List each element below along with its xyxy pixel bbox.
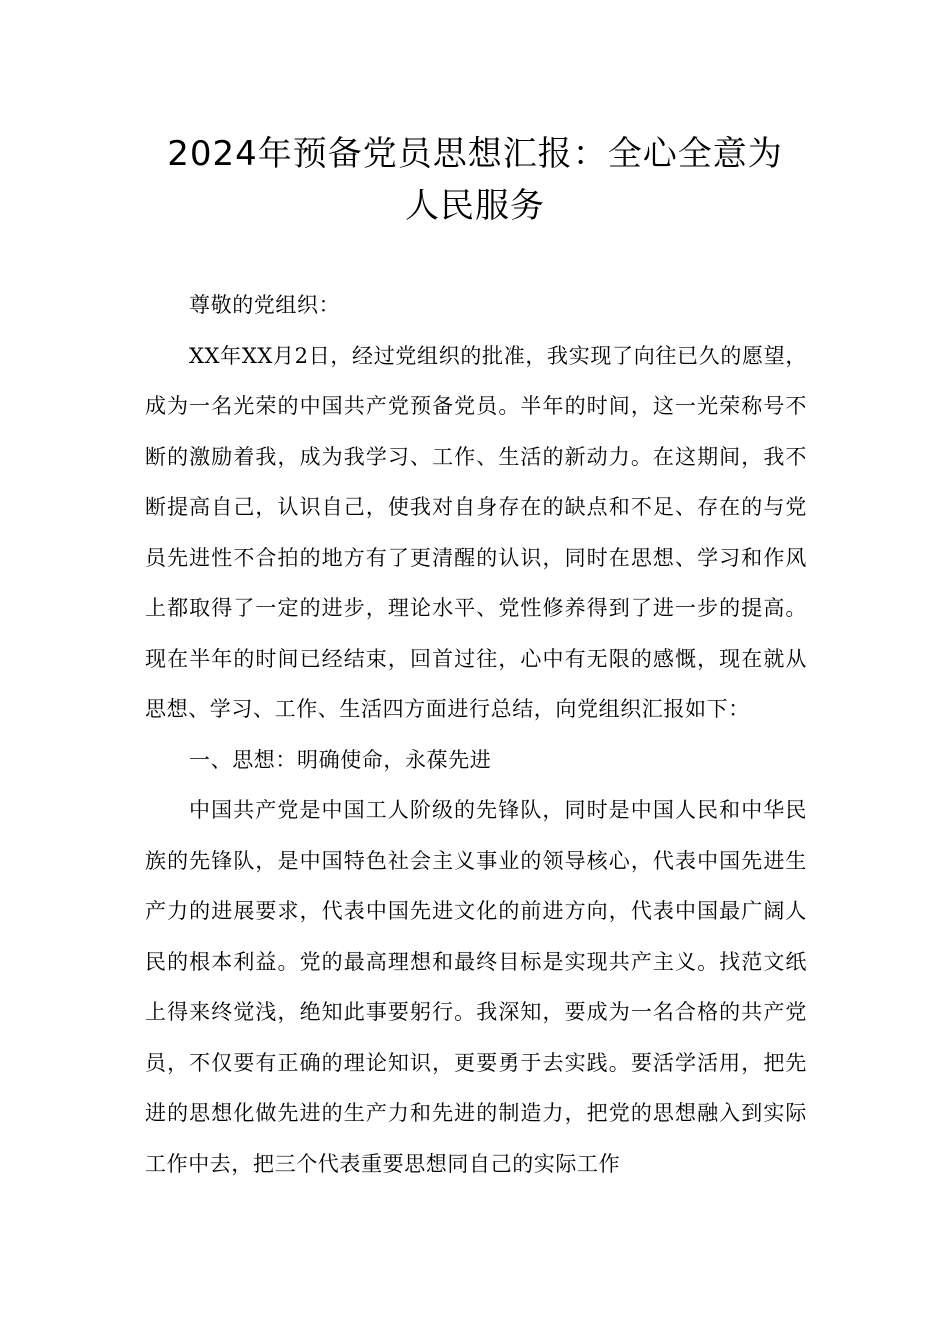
title-line-1: 2024年预备党员思想汇报：全心全意为 [167,134,783,174]
paragraph-intro: XX年XX月2日，经过党组织的批准，我实现了向往已久的愿望，成为一名光荣的中国共产党预备党员。半年的时间，这一光荣称号不断的激励着我，成为我学习、工作、生活的新动力。在这期间，我不断提高自己，认识自己，使我对自身存在的缺点和不足、存在的与党员先进性不合拍的地方有了更清醒的认识，同时在思想、学习和作风上都取得了一定的进步，理论水平、党性修养得到了进一步的提高。现在半年的时间已经结束，回首过往，心中有无限的感慨，现在就从思想、学习、工作、生活四方面进行总结，向党组织汇报如下： [145,343,807,721]
document-body [145,280,807,1189]
salutation: 尊敬的党组织： [189,293,341,317]
title-line-2: 人民服务 [405,186,545,226]
paragraph-thought: 中国共产党是中国工人阶级的先锋队，同时是中国人民和中华民族的先锋队，是中国特色社会主义事业的领导核心，代表中国先进生产力的进展要求，代表中国先进文化的前进方向，代表中国最广阔人民的根本利益。党的最高理想和最终目标是实现共产主义。找范文纸上得来终觉浅，绝知此事要躬行。我深知，要成为一名合格的共产党员，不仅要有正确的理论知识，更要勇于去实践。要活学活用，把先进的思想化做先进的生产力和先进的制造力，把党的思想融入到实际工作中去，把三个代表重要思想同自己的实际工作 [145,798,807,1176]
section-heading-thought: 一、思想：明确使命，永葆先进 [189,747,492,772]
document-title [100,128,850,232]
